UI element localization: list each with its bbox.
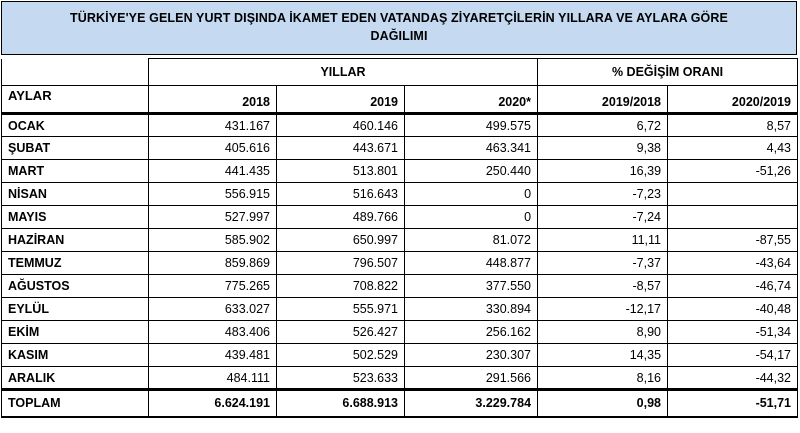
- table-row: [2, 275, 798, 298]
- value-2020-cell: 377.550: [405, 275, 538, 298]
- change-2020-2019-cell: -51,26: [668, 160, 798, 183]
- value-2019-cell: 460.146: [277, 114, 405, 137]
- total-change-2020-2019-cell: -51,71: [668, 390, 798, 417]
- value-2018-cell: 775.265: [149, 275, 277, 298]
- change-2020-2019-cell: -54,17: [668, 344, 798, 367]
- column-header-change-2019-2018: 2019/2018: [538, 86, 668, 114]
- value-2018-cell: 441.435: [149, 160, 277, 183]
- value-2019-cell: 502.529: [277, 344, 405, 367]
- value-2019-cell: 513.801: [277, 160, 405, 183]
- month-cell: MART: [2, 160, 149, 183]
- value-2019-cell: 708.822: [277, 275, 405, 298]
- change-2019-2018-cell: 8,90: [538, 321, 668, 344]
- change-2019-2018-cell: 14,35: [538, 344, 668, 367]
- change-2019-2018-cell: 8,16: [538, 367, 668, 390]
- change-2019-2018-cell: 9,38: [538, 137, 668, 160]
- value-2019-cell: 796.507: [277, 252, 405, 275]
- change-2020-2019-cell: -87,55: [668, 229, 798, 252]
- value-2018-cell: 431.167: [149, 114, 277, 137]
- value-2020-cell: 499.575: [405, 114, 538, 137]
- total-value-2018-cell: 6.624.191: [149, 390, 277, 417]
- month-cell: MAYIS: [2, 206, 149, 229]
- value-2020-cell: 291.566: [405, 367, 538, 390]
- table-row: [2, 229, 798, 252]
- value-2018-cell: 483.406: [149, 321, 277, 344]
- value-2018-cell: 405.616: [149, 137, 277, 160]
- month-cell: ŞUBAT: [2, 137, 149, 160]
- column-header-2018: 2018: [149, 86, 277, 114]
- table-title: TÜRKİYE'YE GELEN YURT DIŞINDA İKAMET EDEN VATANDAŞ ZİYARETÇİLERİN YILLARA VE AYLARA GÖRE DAĞILIMI: [1, 1, 797, 55]
- value-2020-cell: 81.072: [405, 229, 538, 252]
- group-header-blank: [2, 59, 149, 86]
- month-cell: TEMMUZ: [2, 252, 149, 275]
- change-2020-2019-cell: -40,48: [668, 298, 798, 321]
- change-2020-2019-cell: [668, 183, 798, 206]
- change-2020-2019-cell: -51,34: [668, 321, 798, 344]
- change-2019-2018-cell: 6,72: [538, 114, 668, 137]
- group-header-change: % DEĞİŞİM ORANI: [538, 59, 798, 86]
- change-2020-2019-cell: [668, 206, 798, 229]
- total-value-2020-cell: 3.229.784: [405, 390, 538, 417]
- change-2019-2018-cell: -7,23: [538, 183, 668, 206]
- column-header-change-2020-2019: 2020/2019: [668, 86, 798, 114]
- value-2018-cell: 859.869: [149, 252, 277, 275]
- group-header-row: [2, 59, 798, 86]
- month-cell: ARALIK: [2, 367, 149, 390]
- value-2020-cell: 0: [405, 206, 538, 229]
- value-2018-cell: 585.902: [149, 229, 277, 252]
- visitor-table: [1, 58, 798, 418]
- value-2020-cell: 230.307: [405, 344, 538, 367]
- value-2019-cell: 516.643: [277, 183, 405, 206]
- table-row: [2, 367, 798, 390]
- value-2019-cell: 650.997: [277, 229, 405, 252]
- change-2019-2018-cell: -12,17: [538, 298, 668, 321]
- table-row: [2, 206, 798, 229]
- group-header-years: YILLAR: [149, 59, 538, 86]
- change-2019-2018-cell: -7,37: [538, 252, 668, 275]
- change-2020-2019-cell: 8,57: [668, 114, 798, 137]
- total-value-2019-cell: 6.688.913: [277, 390, 405, 417]
- month-cell: HAZİRAN: [2, 229, 149, 252]
- value-2019-cell: 526.427: [277, 321, 405, 344]
- month-cell: AĞUSTOS: [2, 275, 149, 298]
- table-row: [2, 344, 798, 367]
- month-cell: EKİM: [2, 321, 149, 344]
- value-2019-cell: 489.766: [277, 206, 405, 229]
- change-2020-2019-cell: -46,74: [668, 275, 798, 298]
- value-2019-cell: 523.633: [277, 367, 405, 390]
- month-cell: KASIM: [2, 344, 149, 367]
- change-2020-2019-cell: -44,32: [668, 367, 798, 390]
- table-row: [2, 298, 798, 321]
- value-2019-cell: 443.671: [277, 137, 405, 160]
- column-header-row: [2, 86, 798, 114]
- value-2019-cell: 555.971: [277, 298, 405, 321]
- month-cell: NİSAN: [2, 183, 149, 206]
- value-2020-cell: 250.440: [405, 160, 538, 183]
- month-cell: OCAK: [2, 114, 149, 137]
- change-2019-2018-cell: -8,57: [538, 275, 668, 298]
- column-header-months: AYLAR: [2, 86, 149, 114]
- value-2020-cell: 330.894: [405, 298, 538, 321]
- value-2018-cell: 527.997: [149, 206, 277, 229]
- value-2020-cell: 448.877: [405, 252, 538, 275]
- change-2019-2018-cell: 16,39: [538, 160, 668, 183]
- column-header-2020: 2020*: [405, 86, 538, 114]
- table-row: [2, 252, 798, 275]
- table-row: [2, 114, 798, 137]
- change-2019-2018-cell: 11,11: [538, 229, 668, 252]
- change-2019-2018-cell: -7,24: [538, 206, 668, 229]
- value-2020-cell: 0: [405, 183, 538, 206]
- table-row: [2, 160, 798, 183]
- value-2018-cell: 633.027: [149, 298, 277, 321]
- change-2020-2019-cell: 4,43: [668, 137, 798, 160]
- table-row: [2, 183, 798, 206]
- table-row: [2, 321, 798, 344]
- value-2018-cell: 556.915: [149, 183, 277, 206]
- value-2020-cell: 463.341: [405, 137, 538, 160]
- column-header-2019: 2019: [277, 86, 405, 114]
- value-2020-cell: 256.162: [405, 321, 538, 344]
- value-2018-cell: 439.481: [149, 344, 277, 367]
- month-cell: EYLÜL: [2, 298, 149, 321]
- total-change-2019-2018-cell: 0,98: [538, 390, 668, 417]
- table-row: [2, 137, 798, 160]
- total-row: [2, 390, 798, 417]
- total-month-cell: TOPLAM: [2, 390, 149, 417]
- change-2020-2019-cell: -43,64: [668, 252, 798, 275]
- value-2018-cell: 484.111: [149, 367, 277, 390]
